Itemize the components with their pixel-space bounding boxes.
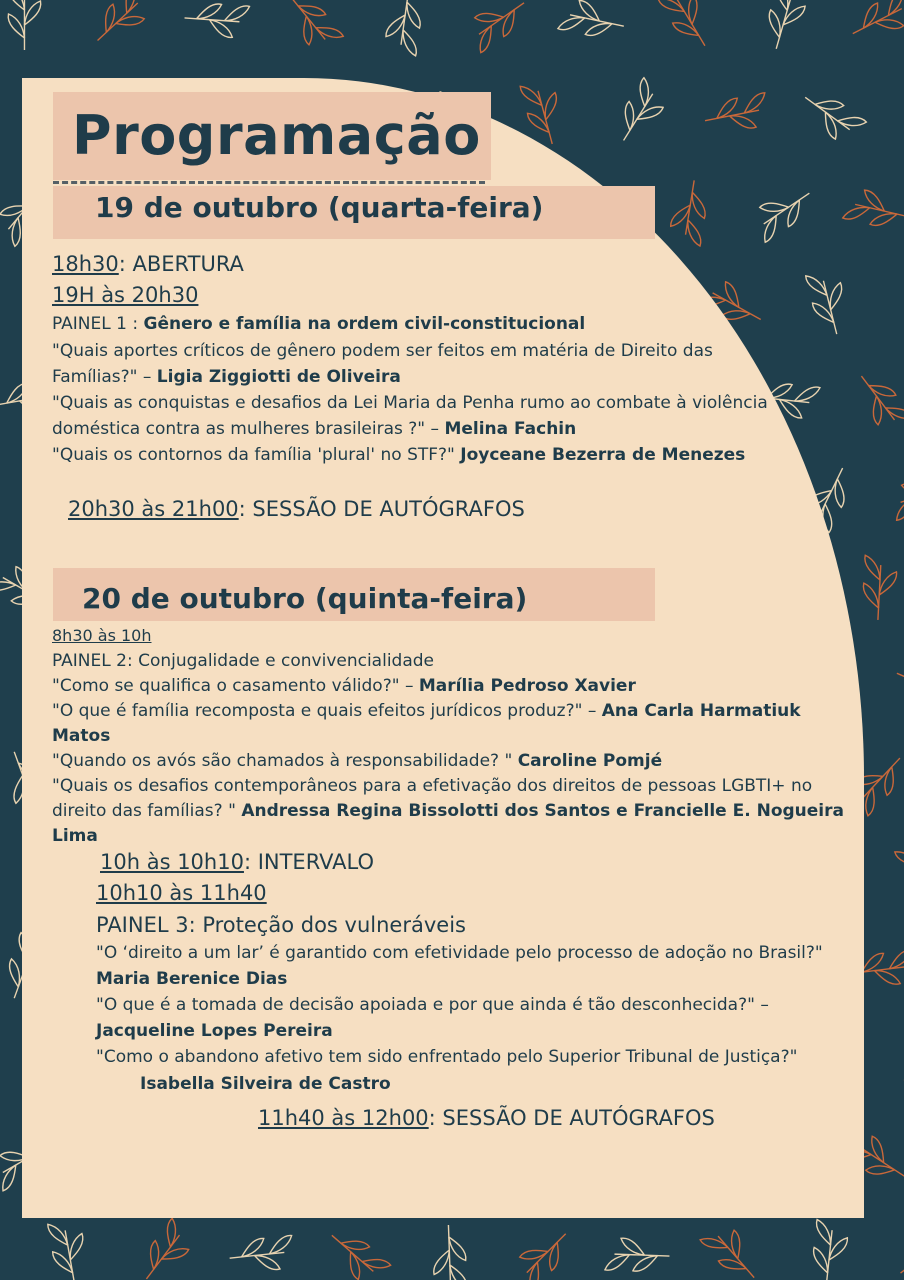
day1-autographs xyxy=(68,498,525,520)
panel2-title: PAINEL 2: Conjugalidade e convivencialidade xyxy=(52,651,435,671)
day2-autographs-label: : SESSÃO DE AUTÓGRAFOS xyxy=(428,1106,715,1130)
day2-autographs xyxy=(258,1107,715,1129)
leaf-sprig-icon xyxy=(384,0,425,56)
panel2-q2 xyxy=(52,700,801,722)
leaf-sprig-icon xyxy=(321,1223,391,1280)
title-dashed-divider xyxy=(53,181,485,184)
panel1-q1-line2 xyxy=(52,366,401,388)
panel2-q3-text: "Quando os avós são chamados à responsabilidade? " xyxy=(52,751,518,771)
leaf-sprig-icon xyxy=(605,1238,670,1273)
day1-autographs-label: : SESSÃO DE AUTÓGRAFOS xyxy=(238,497,525,521)
leaf-sprig-icon xyxy=(887,471,904,521)
panel2-q4-speakers: Andressa Regina Bissolotti dos Santos e Francielle E. Nogueira xyxy=(241,801,844,821)
panel1-q2-speaker: Melina Fachin xyxy=(444,419,577,439)
panel3-q2: "O que é a tomada de decisão apoiada e por que ainda é tão desconhecida?" – xyxy=(96,995,769,1015)
leaf-sprig-icon xyxy=(894,268,904,339)
break-label: : INTERVALO xyxy=(243,850,375,874)
leaf-sprig-icon xyxy=(761,0,810,53)
leaf-sprig-icon xyxy=(658,0,719,54)
panel1-title xyxy=(52,313,585,335)
panel1-q1-line1: "Quais aportes críticos de gênero podem ser feitos em matéria de Direito das xyxy=(52,341,713,361)
leaf-sprig-icon xyxy=(668,178,710,246)
panel2-q1 xyxy=(52,675,636,697)
day1-opening xyxy=(52,253,244,275)
break xyxy=(100,851,374,873)
panel3-q1: "O ‘direito a um lar’ é garantido com efetividade pelo processo de adoção no Brasil?" xyxy=(96,943,823,963)
panel2-q4-line1: "Quais os desafios contemporâneos para a efetivação dos direitos de pessoas LGBTI+ no xyxy=(52,776,813,796)
panel2-q2-speaker: Ana Carla Harmatiuk xyxy=(601,701,801,721)
day2-heading: 20 de outubro (quinta-feira) xyxy=(82,582,528,615)
panel2-q2-text: "O que é família recomposta e quais efeitos jurídicos produz?" – xyxy=(52,701,602,721)
leaf-sprig-icon xyxy=(48,1219,91,1280)
panel2-q4-text: direito das famílias? " xyxy=(52,801,242,821)
opening-time: 18h30 xyxy=(52,252,119,276)
panel1-q3-text: "Quais os contornos da família 'plural' no STF?" xyxy=(52,445,461,465)
panel1-q3 xyxy=(52,444,745,466)
panel1-q2-line1: "Quais as conquistas e desafios da Lei Maria da Penha rumo ao combate à violência xyxy=(52,393,768,413)
panel2-q1-speaker: Marília Pedroso Xavier xyxy=(418,676,636,696)
panel2-q3 xyxy=(52,750,662,772)
panel3-q3: "Como o abandono afetivo tem sido enfrentado pelo Superior Tribunal de Justiça?" xyxy=(96,1047,798,1067)
panel2-q2-speaker-cont: Matos xyxy=(52,726,111,746)
day1-heading: 19 de outubro (quarta-feira) xyxy=(95,191,544,224)
leaf-sprig-icon xyxy=(509,1222,577,1280)
leaf-sprig-icon xyxy=(810,1219,849,1280)
panel3-q3-speaker: Isabella Silveira de Castro xyxy=(140,1074,391,1094)
leaf-sprig-icon xyxy=(432,1224,467,1280)
panel1-q2-line2 xyxy=(52,418,576,440)
panel3-q1-speaker: Maria Berenice Dias xyxy=(96,969,288,989)
leaf-sprig-icon xyxy=(805,268,852,338)
leaf-sprig-icon xyxy=(228,1235,295,1274)
leaf-sprig-icon xyxy=(558,0,627,42)
panel1-prefix: PAINEL 1 : xyxy=(52,314,144,334)
leaf-sprig-icon xyxy=(702,93,771,137)
leaf-sprig-icon xyxy=(862,555,898,621)
leaf-sprig-icon xyxy=(183,2,249,39)
panel2-time: 8h30 às 10h xyxy=(52,626,152,645)
leaf-sprig-icon xyxy=(8,0,41,50)
panel2-q4-speakers-cont: Lima xyxy=(52,826,98,846)
leaf-sprig-icon xyxy=(86,0,155,52)
leaf-sprig-icon xyxy=(848,366,904,437)
leaf-sprig-icon xyxy=(610,78,671,150)
day1-autographs-time: 20h30 às 21h00 xyxy=(68,497,239,521)
leaf-sprig-icon xyxy=(845,0,904,48)
panel2-q1-text: "Como se qualifica o casamento válido?" – xyxy=(52,676,419,696)
panel3-time: 10h10 às 11h40 xyxy=(96,881,267,905)
break-time: 10h às 10h10 xyxy=(100,850,244,874)
leaf-sprig-icon xyxy=(895,837,904,909)
panel2-q3-speaker: Caroline Pomjé xyxy=(517,751,663,771)
panel3-title: PAINEL 3: Proteção dos vulneráveis xyxy=(96,913,466,937)
leaf-sprig-icon xyxy=(133,1218,197,1280)
panel3-q2-speaker: Jacqueline Lopes Pereira xyxy=(96,1021,333,1041)
panel1-q3-speaker: Joyceane Bezerra de Menezes xyxy=(460,445,746,465)
leaf-sprig-icon xyxy=(278,0,344,57)
leaf-sprig-icon xyxy=(700,1219,767,1280)
panel1-q1-speaker: Ligia Ziggiotti de Oliveira xyxy=(156,367,401,387)
panel1-q1-text: Famílias?" – xyxy=(52,367,157,387)
day2-autographs-time: 11h40 às 12h00 xyxy=(258,1106,429,1130)
leaf-sprig-icon xyxy=(796,84,867,148)
panel2-q4-line2 xyxy=(52,800,844,822)
leaf-sprig-icon xyxy=(843,187,904,233)
panel1-theme: Gênero e família na ordem civil-constitucional xyxy=(143,314,586,334)
page-title: Programação xyxy=(72,104,481,167)
leaf-sprig-icon xyxy=(891,658,904,713)
leaf-sprig-icon xyxy=(891,1222,904,1280)
leaf-sprig-icon xyxy=(747,180,818,243)
opening-label: : ABERTURA xyxy=(118,252,244,276)
panel1-time: 19H às 20h30 xyxy=(52,283,199,307)
panel1-q2-text: doméstica contra as mulheres brasileiras ?" – xyxy=(52,419,445,439)
leaf-sprig-icon xyxy=(462,0,533,53)
